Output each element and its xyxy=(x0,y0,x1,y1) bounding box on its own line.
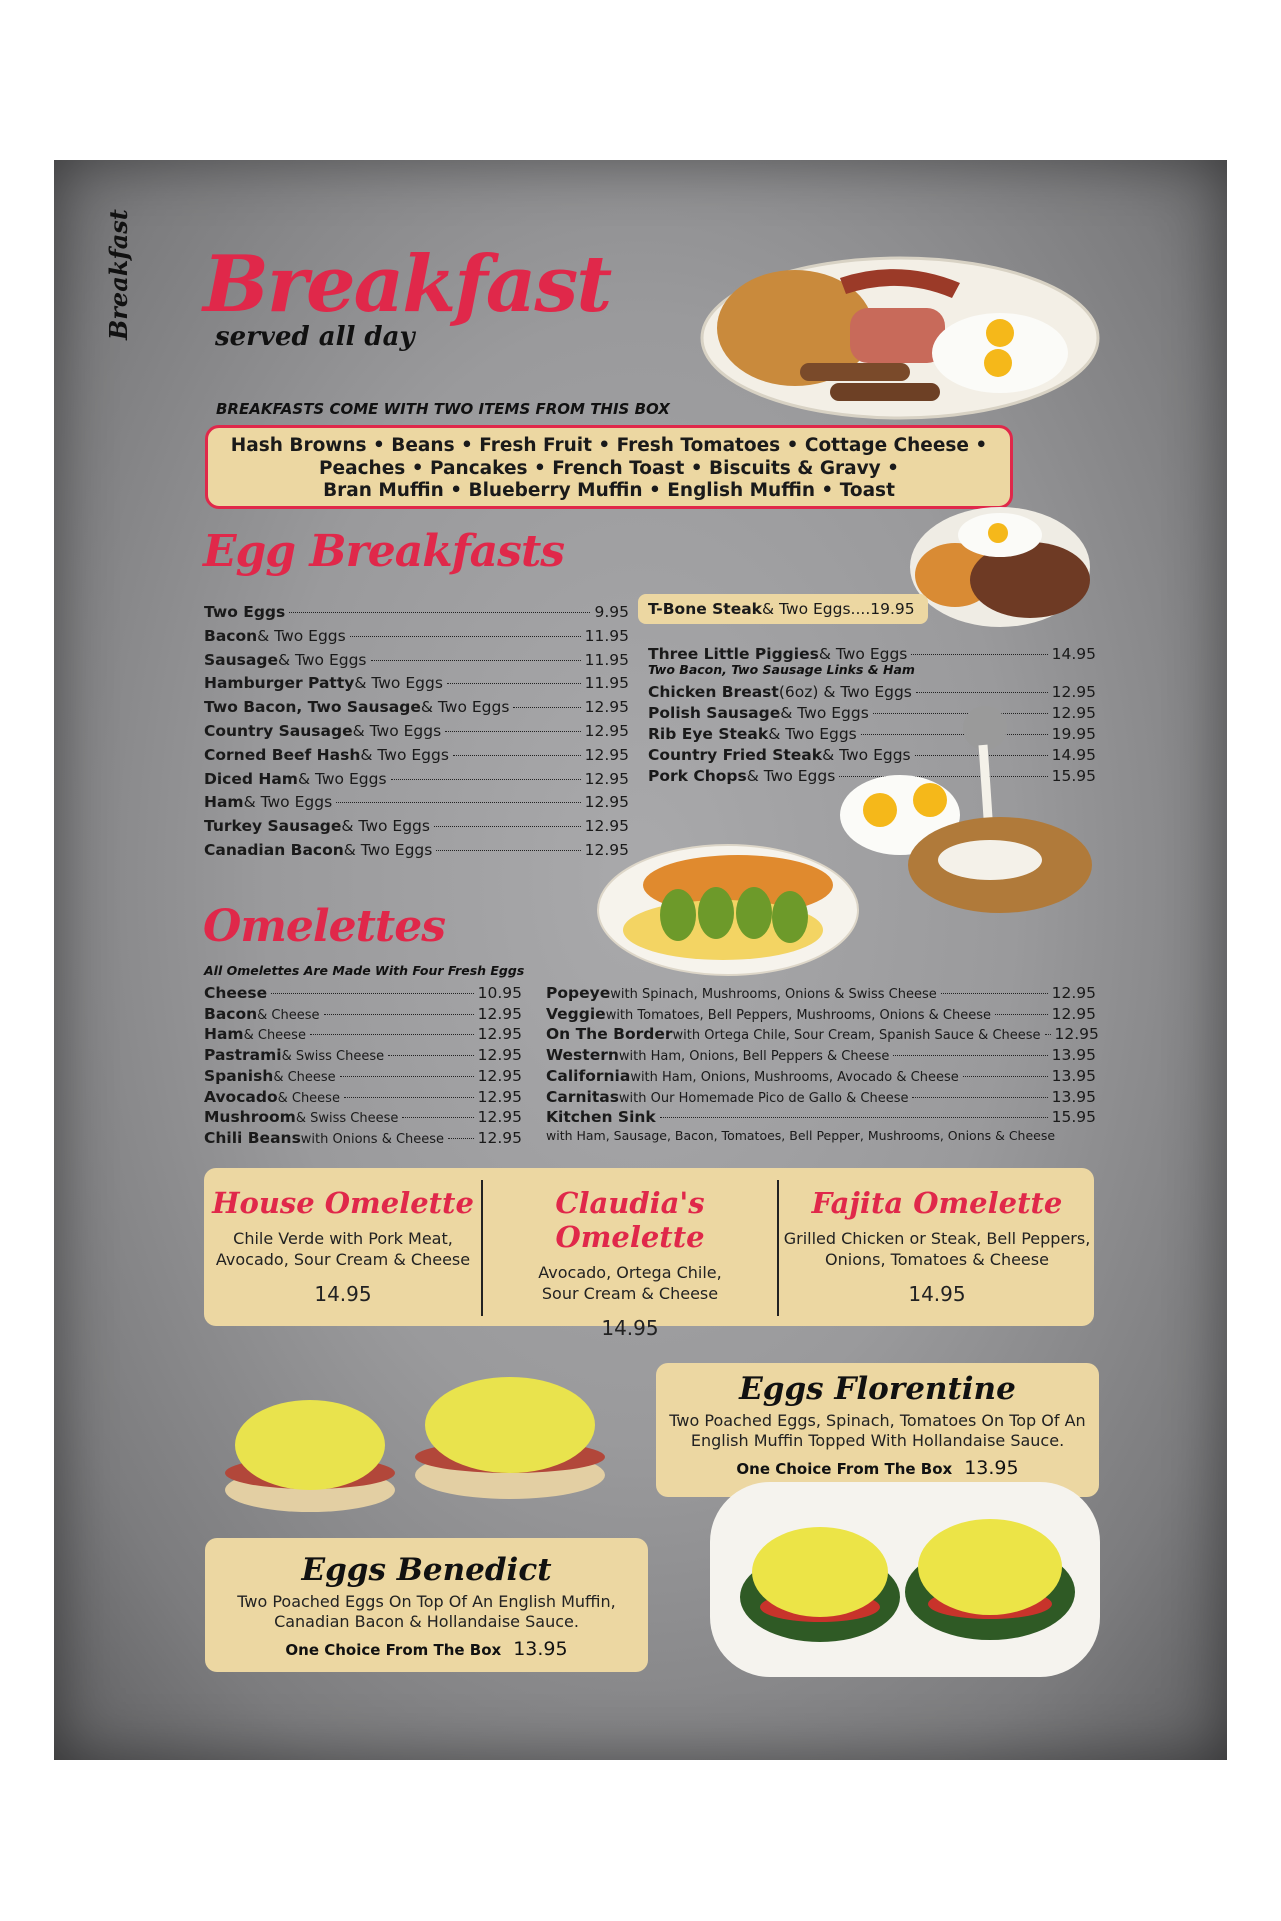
item-name: Two Eggs xyxy=(204,603,286,621)
item-name: Sausage xyxy=(204,650,278,669)
item-price: 12.95 xyxy=(584,769,629,788)
leader-dots xyxy=(911,654,1047,655)
item-name: Chili Beans xyxy=(204,1128,301,1147)
specialty-omelettes-panel xyxy=(204,1168,1094,1340)
eggs-florentine-price: 13.95 xyxy=(964,1457,1019,1479)
item-name: Diced Ham xyxy=(204,769,298,788)
leader-dots xyxy=(448,1138,474,1139)
menu-item xyxy=(204,651,629,669)
menu-item xyxy=(204,603,629,621)
specialty-desc: Chile Verde with Pork Meat, Avocado, Sour Cream & Cheese xyxy=(215,1229,471,1269)
leader-dots xyxy=(340,1076,474,1077)
item-name: Spanish xyxy=(204,1066,274,1085)
item-name: California xyxy=(546,1066,631,1085)
avocado-slice xyxy=(698,887,734,939)
country-fried-steak-image xyxy=(835,700,1095,920)
item-name: Corned Beef Hash xyxy=(204,745,361,764)
side-label: Breakfast xyxy=(104,209,133,340)
menu-item xyxy=(204,841,629,859)
item-price: 12.95 xyxy=(1054,1025,1099,1044)
claudias-omelette xyxy=(484,1168,776,1340)
item-desc: & Two Eggs xyxy=(243,793,333,812)
leader-dots xyxy=(916,692,1048,693)
item-desc: & Two Eggs xyxy=(352,722,442,740)
menu-item xyxy=(204,1108,522,1126)
specialty-title: Claudia's Omelette xyxy=(555,1186,705,1254)
item-price: 12.95 xyxy=(584,698,629,717)
avocado-slice xyxy=(772,891,808,943)
item-desc: & Two Eggs xyxy=(277,650,367,669)
house-omelette xyxy=(204,1168,482,1326)
egg-yolk xyxy=(863,793,897,827)
page-title: Breakfast xyxy=(203,239,611,330)
item-name: Chicken Breast xyxy=(648,683,779,701)
item-price: 12.95 xyxy=(1051,1004,1096,1023)
eggs-florentine-title: Eggs Florentine xyxy=(739,1371,1016,1407)
leader-dots xyxy=(391,779,581,780)
specialty-desc: Avocado, Ortega Chile, Sour Cream & Cheese xyxy=(538,1263,722,1303)
leader-dots xyxy=(660,1117,1048,1118)
item-price: 13.95 xyxy=(1051,1046,1096,1065)
leader-dots xyxy=(336,802,580,803)
item-desc: with Ortega Chile, Sour Cream, Spanish Sauce & Cheese xyxy=(672,1028,1041,1044)
choice-line: Peaches • Pancakes • French Toast • Biscuits & Gravy • xyxy=(319,457,899,479)
hollandaise xyxy=(235,1400,385,1490)
choice-box-caption: BREAKFASTS COME WITH TWO ITEMS FROM THIS BOX xyxy=(216,400,670,418)
leader-dots xyxy=(434,826,581,827)
menu-item xyxy=(204,1088,522,1106)
leader-dots xyxy=(310,1034,474,1035)
choice-line: Hash Browns • Beans • Fresh Fruit • Fresh Tomatoes • Cottage Cheese • xyxy=(230,435,988,456)
item-name: Turkey Sausage xyxy=(204,817,342,836)
eggs-benedict-price: 13.95 xyxy=(513,1638,568,1660)
omelette-plate-image xyxy=(598,845,858,975)
item-desc: & Two Eggs xyxy=(354,674,443,693)
item-price: 12.95 xyxy=(1051,704,1096,722)
item-price: 12.95 xyxy=(584,841,629,859)
item-desc: & Two Eggs xyxy=(341,817,430,836)
item-name: Canadian Bacon xyxy=(204,841,344,859)
menu-item xyxy=(204,770,629,788)
item-price: 12.95 xyxy=(477,1087,522,1106)
item-desc: & Cheese xyxy=(257,1007,320,1023)
item-desc: & Two Eggs xyxy=(360,745,449,764)
item-price: 12.95 xyxy=(584,745,629,764)
menu-item xyxy=(204,1025,522,1043)
item-price: 9.95 xyxy=(594,603,629,621)
leader-dots xyxy=(447,683,581,684)
item-desc: (6oz) & Two Eggs xyxy=(778,683,912,701)
menu-item xyxy=(204,984,522,1002)
item-desc: & Two Eggs xyxy=(822,746,911,764)
avocado-slice xyxy=(736,887,772,939)
item-note: Two Bacon, Two Sausage Links & Ham xyxy=(648,662,915,677)
menu-item xyxy=(648,645,1096,663)
item-price: 13.95 xyxy=(1051,1087,1096,1106)
item-desc: & Swiss Cheese xyxy=(281,1049,385,1065)
menu-item xyxy=(648,683,1096,701)
specialty-price: 14.95 xyxy=(601,1316,659,1340)
item-name: Ham xyxy=(204,793,244,812)
menu-item xyxy=(204,746,629,764)
eggs-benedict-title: Eggs Benedict xyxy=(301,1552,552,1588)
item-desc: & Two Eggs xyxy=(297,769,387,788)
item-name: Cheese xyxy=(204,984,268,1002)
leader-dots xyxy=(324,1014,474,1015)
item-name: Bacon xyxy=(204,626,258,645)
item-name: Kitchen Sink xyxy=(546,1108,656,1127)
item-desc: & Two Eggs xyxy=(420,698,510,717)
menu-item xyxy=(546,1108,1096,1126)
menu-item xyxy=(204,698,629,716)
eggs-florentine-footer: One Choice From The Box 13.95 xyxy=(736,1457,1019,1479)
item-name: Carnitas xyxy=(546,1087,619,1106)
breakfast-plate-image xyxy=(700,258,1100,428)
item-price: 19.95 xyxy=(1051,725,1096,743)
eggs-florentine-desc: Two Poached Eggs, Spinach, Tomatoes On Top Of An English Muffin Topped With Hollandaise Sauce. xyxy=(669,1411,1086,1450)
menu-item xyxy=(204,1046,522,1064)
egg-breakfasts-title: Egg Breakfasts xyxy=(203,526,565,577)
item-desc: & Swiss Cheese xyxy=(295,1111,399,1127)
item-name: Rib Eye Steak xyxy=(648,725,769,743)
specialty-price: 14.95 xyxy=(314,1282,372,1306)
item-price: 12.95 xyxy=(477,1025,522,1044)
leader-dots xyxy=(995,1014,1048,1015)
page-subtitle: served all day xyxy=(215,322,415,352)
sausage xyxy=(830,383,940,401)
avocado-slice xyxy=(660,889,696,941)
leader-dots xyxy=(963,1076,1048,1077)
menu-item xyxy=(204,1067,522,1085)
item-price: 12.95 xyxy=(584,722,629,740)
item-price: 14.95 xyxy=(1051,746,1096,764)
sausage xyxy=(800,363,910,381)
menu-item xyxy=(204,817,629,835)
egg-yolk xyxy=(984,349,1012,377)
item-desc: with Ham, Onions, Bell Peppers & Cheese xyxy=(618,1049,890,1065)
item-desc: & Two Eggs xyxy=(257,626,346,645)
item-price: 15.95 xyxy=(1051,1108,1096,1127)
hollandaise xyxy=(918,1519,1062,1615)
item-name: Two Bacon, Two Sausage xyxy=(204,698,421,717)
leader-dots xyxy=(445,731,580,732)
item-desc: & Cheese xyxy=(277,1090,340,1106)
leader-dots xyxy=(513,707,580,708)
leader-dots xyxy=(893,1055,1047,1056)
menu-item xyxy=(546,1046,1096,1064)
specialty-price: 14.95 xyxy=(908,1282,966,1306)
item-name: Country Sausage xyxy=(204,722,353,740)
leader-dots xyxy=(436,850,580,851)
menu-item xyxy=(204,627,629,645)
item-price: 10.95 xyxy=(477,984,522,1002)
item-price: 11.95 xyxy=(584,674,629,693)
item-name: Avocado xyxy=(204,1087,278,1106)
leader-dots xyxy=(344,1097,474,1098)
item-price: 12.95 xyxy=(477,1004,522,1023)
item-name: Ham xyxy=(204,1025,244,1044)
ham xyxy=(850,308,945,363)
item-name: Pastrami xyxy=(204,1046,282,1065)
item-desc: & Two Eggs xyxy=(780,704,869,722)
menu-item xyxy=(204,793,629,811)
kitchen-sink-note: with Ham, Sausage, Bacon, Tomatoes, Bell Pepper, Mushrooms, Onions & Cheese xyxy=(546,1128,1056,1143)
leader-dots xyxy=(453,755,581,756)
item-price: 12.95 xyxy=(1051,683,1096,701)
eggs-benedict-desc: Two Poached Eggs On Top Of An English Muffin, Canadian Bacon & Hollandaise Sauce. xyxy=(237,1592,616,1631)
specialty-title: House Omelette xyxy=(212,1186,474,1220)
eggs-benedict-footer: One Choice From The Box 13.95 xyxy=(285,1638,568,1660)
item-desc: & Two Eggs xyxy=(746,767,836,785)
item-name: On The Border xyxy=(546,1025,673,1044)
menu-item xyxy=(546,1025,1099,1044)
item-price: 12.95 xyxy=(477,1066,522,1085)
divider xyxy=(777,1180,779,1316)
omelettes-note: All Omelettes Are Made With Four Fresh Eggs xyxy=(204,963,525,978)
item-name: Country Fried Steak xyxy=(648,746,823,764)
leader-dots xyxy=(912,1097,1047,1098)
item-name: Hamburger Patty xyxy=(204,674,355,693)
leader-dots xyxy=(388,1055,473,1056)
item-name: Bacon xyxy=(204,1004,258,1023)
gravy xyxy=(938,840,1042,880)
item-price: 13.95 xyxy=(1051,1066,1096,1085)
item-desc: & Two Eggs xyxy=(768,725,857,743)
omelettes-title: Omelettes xyxy=(203,901,446,952)
eggs-florentine-card xyxy=(656,1363,1099,1497)
divider xyxy=(481,1180,483,1316)
item-price: 12.95 xyxy=(477,1108,522,1127)
egg-yolk xyxy=(988,523,1008,543)
item-name: Western xyxy=(546,1046,619,1065)
item-desc: & Cheese xyxy=(273,1069,336,1085)
leader-dots xyxy=(941,993,1048,994)
item-desc: with Tomatoes, Bell Peppers, Mushrooms, Onions & Cheese xyxy=(605,1007,992,1023)
menu-item xyxy=(546,1005,1096,1023)
hollandaise xyxy=(425,1377,595,1473)
eggs-florentine-image xyxy=(710,1482,1100,1677)
choice-line: Bran Muffin • Blueberry Muffin • English Muffin • Toast xyxy=(323,480,895,501)
eggs-benedict-card xyxy=(205,1538,648,1672)
item-desc: with Our Homemade Pico de Gallo & Cheese xyxy=(618,1090,909,1106)
item-price: 14.95 xyxy=(1051,645,1096,663)
menu-item xyxy=(204,1005,522,1023)
item-price: 12.95 xyxy=(584,793,629,812)
item-name: Pork Chops xyxy=(648,767,747,785)
item-price: 15.95 xyxy=(1051,767,1096,785)
hollandaise xyxy=(752,1527,888,1617)
item-price: 12.95 xyxy=(1051,984,1096,1002)
leader-dots xyxy=(350,636,581,637)
item-desc: & Two Eggs xyxy=(343,841,433,859)
choice-box xyxy=(205,425,1013,509)
leader-dots xyxy=(289,612,590,613)
item-desc: with Ham, Onions, Mushrooms, Avocado & Cheese xyxy=(630,1069,959,1085)
item-name: Three Little Piggies xyxy=(648,645,819,663)
menu-item xyxy=(546,1088,1096,1106)
leader-dots xyxy=(371,660,581,661)
item-desc: & Cheese xyxy=(243,1028,306,1044)
steak-eggs-image xyxy=(910,505,1094,630)
egg-yolk xyxy=(913,783,947,817)
specialty-title: Fajita Omelette xyxy=(811,1186,1063,1220)
item-price: 12.95 xyxy=(477,1046,522,1065)
leader-dots xyxy=(402,1117,473,1118)
item-name: Veggie xyxy=(546,1004,606,1023)
menu-item xyxy=(204,722,629,740)
item-desc: with Onions & Cheese xyxy=(300,1131,445,1147)
egg-yolk xyxy=(986,319,1014,347)
ladle xyxy=(963,706,1007,750)
menu-item xyxy=(204,674,629,692)
specialty-desc: Grilled Chicken or Steak, Bell Peppers, Onions, Tomatoes & Cheese xyxy=(783,1229,1091,1269)
item-price: 11.95 xyxy=(584,626,629,645)
eggs-benedict-image xyxy=(210,1375,630,1520)
menu-item xyxy=(546,1067,1096,1085)
item-price: 11.95 xyxy=(584,650,629,669)
leader-dots xyxy=(1045,1034,1051,1035)
item-name: Popeye xyxy=(546,984,611,1002)
menu-item xyxy=(546,984,1096,1002)
item-name: Polish Sausage xyxy=(648,704,781,722)
item-desc: & Two Eggs xyxy=(818,645,908,663)
item-price: 12.95 xyxy=(477,1128,522,1147)
menu-item xyxy=(204,1129,522,1147)
item-price: 12.95 xyxy=(584,817,629,836)
menu-item-tbone: T-Bone Steak & Two Eggs.... 19.95 xyxy=(648,600,915,618)
fajita-omelette xyxy=(780,1168,1094,1326)
item-name: Mushroom xyxy=(204,1108,296,1127)
item-desc: with Spinach, Mushrooms, Onions & Swiss Cheese xyxy=(610,987,937,1002)
leader-dots xyxy=(271,993,473,994)
